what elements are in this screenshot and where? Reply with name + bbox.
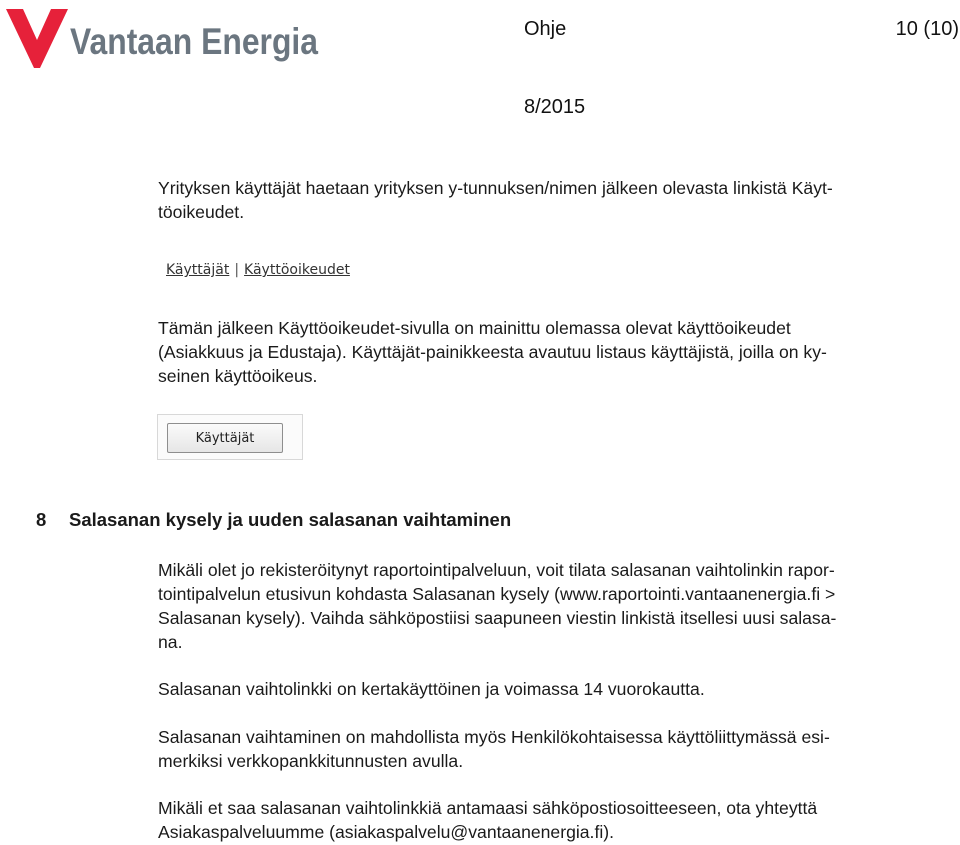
text-line: seinen käyttöoikeus. bbox=[158, 366, 318, 386]
text-line: Yrityksen käyttäjät haetaan yrityksen y-tunnuksen/nimen jälkeen olevasta linkistä Käyt- bbox=[158, 178, 833, 198]
users-link[interactable]: Käyttäjät bbox=[166, 262, 230, 278]
users-button[interactable]: Käyttäjät bbox=[167, 423, 283, 453]
paragraph-access-rights bbox=[158, 316, 958, 388]
document-type: Ohje bbox=[524, 18, 567, 40]
paragraph-change-personal-ui bbox=[158, 725, 958, 773]
paragraph-user-lookup bbox=[158, 176, 958, 224]
text-line: töoikeudet. bbox=[158, 202, 245, 222]
page-number: 10 (10) bbox=[895, 18, 959, 40]
text-line: na. bbox=[158, 632, 183, 652]
text-line: tointipalvelun etusivun kohdasta Salasanan kysely (www.raportointi.vantaanenergia.fi > bbox=[158, 584, 836, 604]
text-line: Salasanan kysely). Vaihda sähköpostiisi saapuneen viestin linkistä itsellesi uusi salasa- bbox=[158, 608, 837, 628]
text-line: Mikäli olet jo rekisteröitynyt raportointipalveluun, voit tilata salasanan vaihtolinkin rapor- bbox=[158, 560, 835, 580]
document-date: 8/2015 bbox=[524, 96, 586, 118]
text-line: Asiakaspalveluumme (asiakaspalvelu@vantaanenergia.fi). bbox=[158, 822, 614, 842]
link-separator: | bbox=[234, 262, 240, 278]
paragraph-link-validity bbox=[158, 677, 958, 701]
vantaan-energia-logo bbox=[6, 6, 326, 70]
text-line: merkiksi verkkopankkitunnusten avulla. bbox=[158, 751, 464, 771]
section-heading bbox=[36, 509, 511, 531]
access-rights-link[interactable]: Käyttöoikeudet bbox=[244, 262, 350, 278]
text-line: Salasanan vaihtolinkki on kertakäyttöinen ja voimassa 14 vuorokautta. bbox=[158, 679, 705, 699]
section-number: 8 bbox=[36, 509, 47, 530]
section-title: Salasanan kysely ja uuden salasanan vaihtaminen bbox=[69, 509, 512, 530]
text-line: Salasanan vaihtaminen on mahdollista myös Henkilökohtaisessa käyttöliittymässä esi- bbox=[158, 727, 830, 747]
text-line: Tämän jälkeen Käyttöoikeudet-sivulla on mainittu olemassa olevat käyttöoikeudet bbox=[158, 318, 791, 338]
users-button-screenshot bbox=[157, 414, 303, 460]
links-screenshot bbox=[166, 262, 350, 278]
logo-v-mark-icon bbox=[6, 9, 68, 68]
paragraph-contact-support bbox=[158, 796, 958, 844]
logo-wordmark: Vantaan Energia bbox=[70, 21, 319, 62]
paragraph-password-request bbox=[158, 558, 958, 654]
text-line: Mikäli et saa salasanan vaihtolinkkiä antamaasi sähköpostiosoitteeseen, ota yhteyttä bbox=[158, 798, 818, 818]
text-line: (Asiakkuus ja Edustaja). Käyttäjät-painikkeesta avautuu listaus käyttäjistä, joilla on ky- bbox=[158, 342, 827, 362]
